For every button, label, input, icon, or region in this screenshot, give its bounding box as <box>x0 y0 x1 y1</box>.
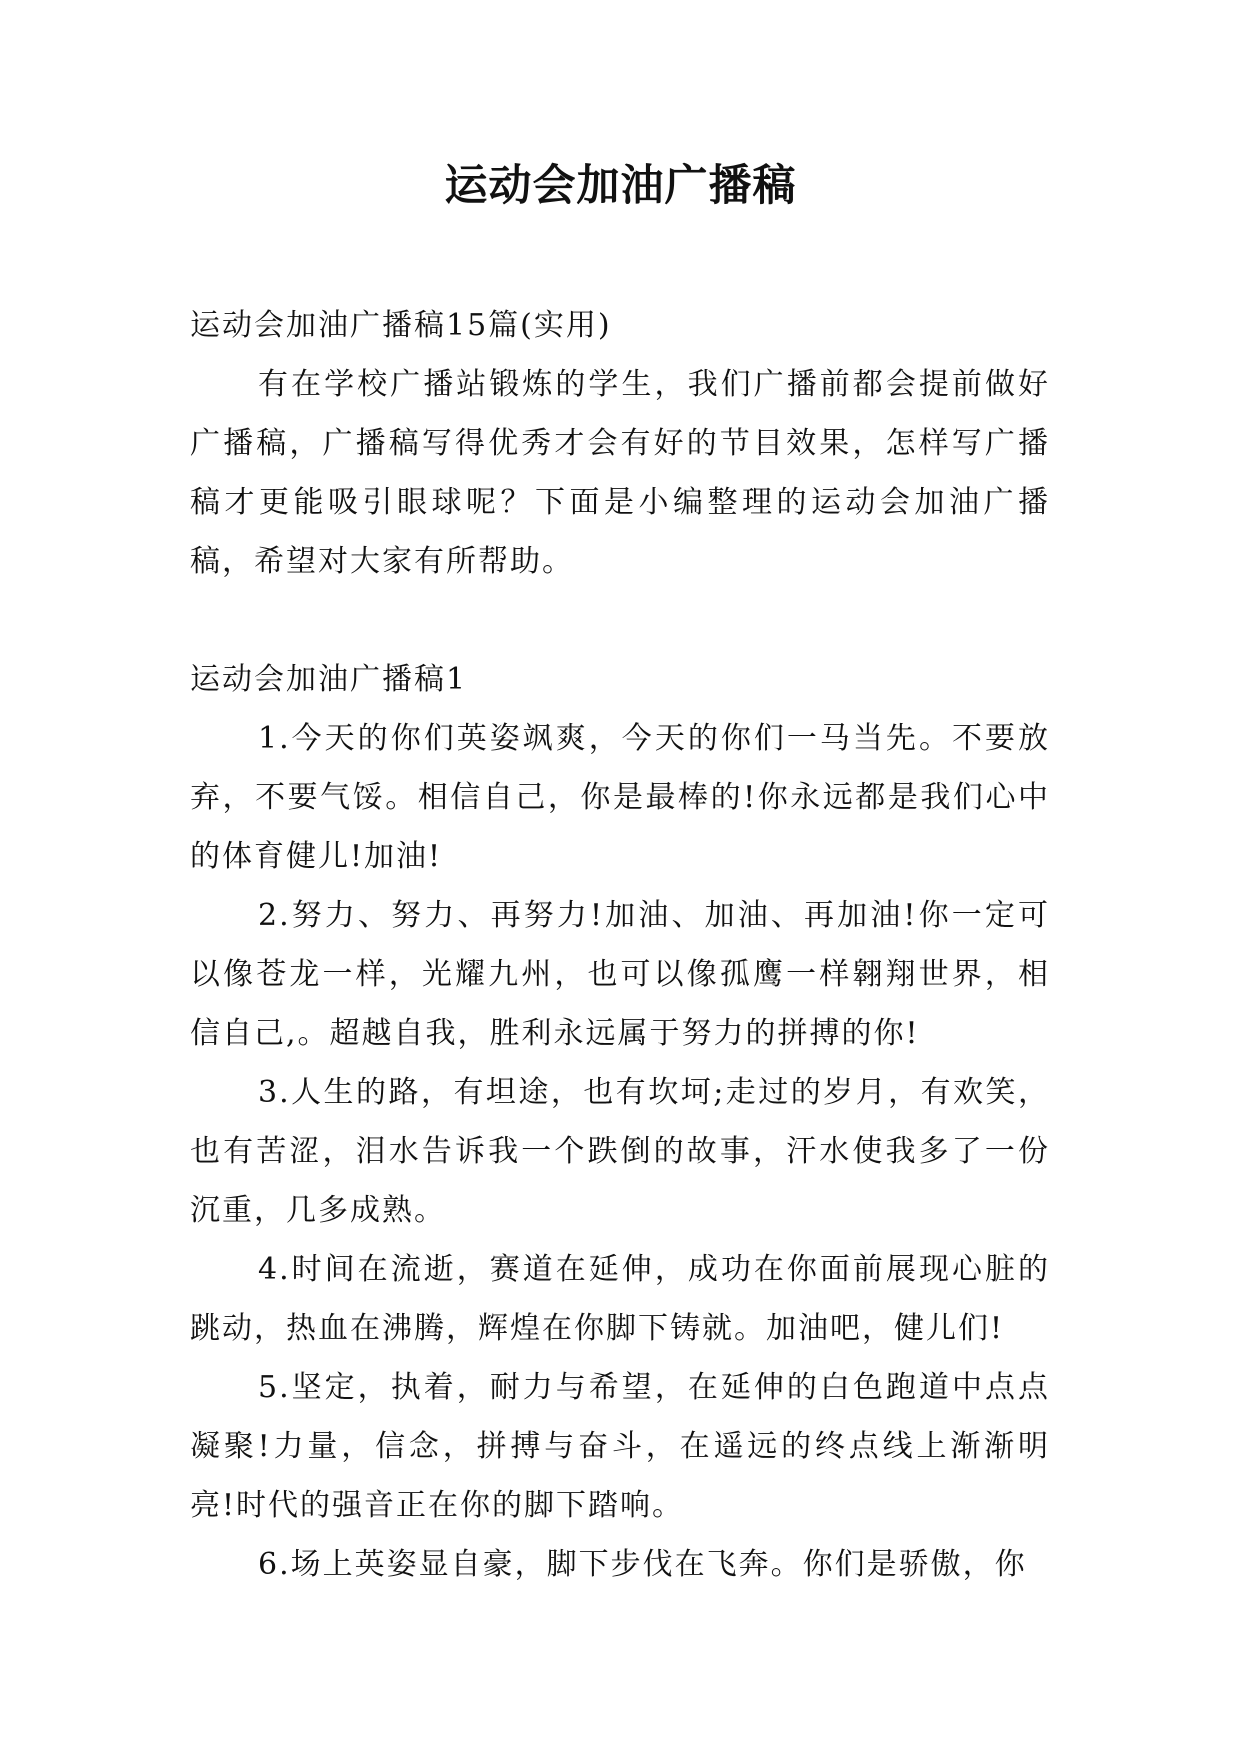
document-subtitle: 运动会加油广播稿15篇(实用) <box>190 308 612 343</box>
document-body <box>190 296 1050 1594</box>
cheer-item-6: 6.场上英姿显自豪，脚下步伐在飞奔。你们是骄傲，你 <box>258 1547 1027 1582</box>
cheer-item-4: 4.时间在流逝，赛道在延伸，成功在你面前展现心脏的跳动，热血在沸腾，辉煌在你脚下铸就。加油吧，健儿们! <box>190 1252 1050 1346</box>
intro-paragraph: 有在学校广播站锻炼的学生，我们广播前都会提前做好广播稿，广播稿写得优秀才会有好的节目效果，怎样写广播稿才更能吸引眼球呢？下面是小编整理的运动会加油广播稿，希望对大家有所帮助。 <box>190 367 1050 579</box>
cheer-item-1: 1.今天的你们英姿飒爽，今天的你们一马当先。不要放弃，不要气馁。相信自己，你是最棒的!你永远都是我们心中的体育健儿!加油! <box>190 721 1050 874</box>
cheer-item-5: 5.坚定，执着，耐力与希望，在延伸的白色跑道中点点凝聚!力量，信念，拼搏与奋斗，在遥远的终点线上渐渐明亮!时代的强音正在你的脚下踏响。 <box>190 1370 1050 1523</box>
section-heading: 运动会加油广播稿1 <box>190 662 468 697</box>
cheer-item-2: 2.努力、努力、再努力!加油、加油、再加油!你一定可以像苍龙一样，光耀九州，也可以像孤鹰一样翱翔世界，相信自己,。超越自我，胜利永远属于努力的拼搏的你! <box>190 898 1050 1051</box>
document-title: 运动会加油广播稿 <box>444 161 797 211</box>
cheer-item-3: 3.人生的路，有坦途，也有坎坷;走过的岁月，有欢笑，也有苦涩，泪水告诉我一个跌倒的故事，汗水使我多了一份沉重，几多成熟。 <box>190 1075 1050 1228</box>
